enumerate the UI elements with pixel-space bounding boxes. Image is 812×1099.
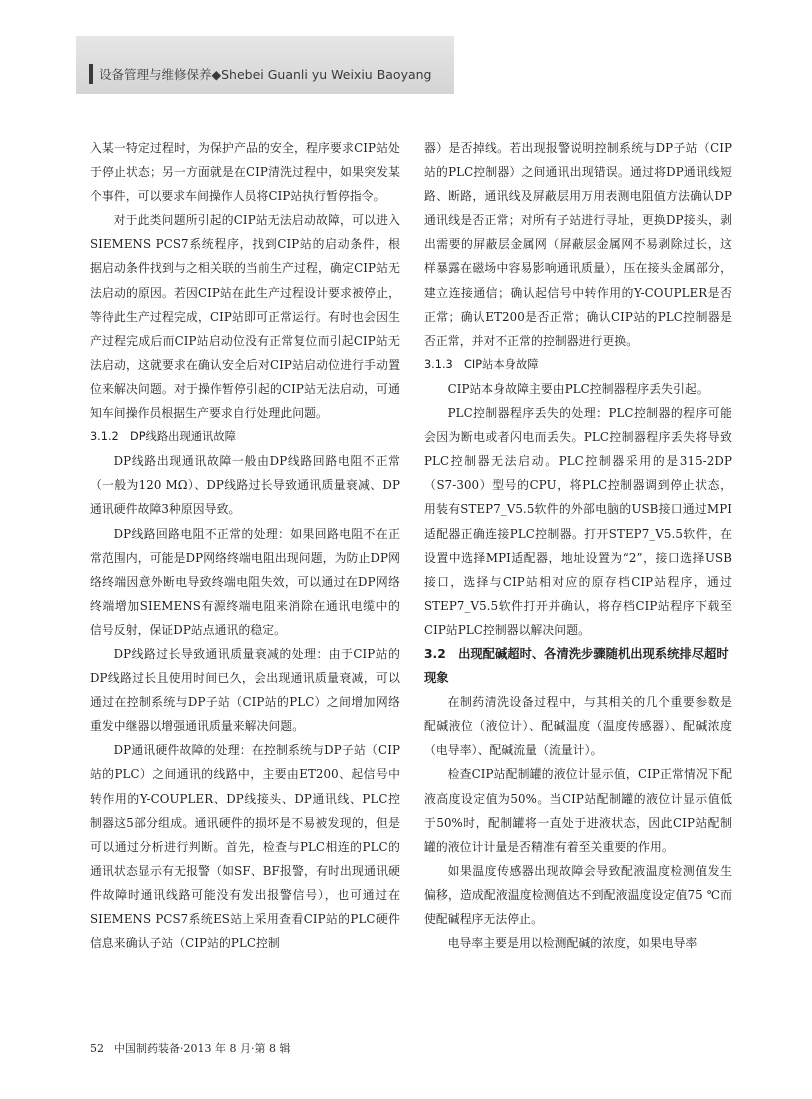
- left-column: [90, 136, 400, 955]
- page-footer: [90, 1040, 300, 1056]
- right-paragraph-1: 器）是否掉线。若出现报警说明控制系统与DP子站（CIP站的PLC控制器）之间通讯出现错误。通过将DP通讯线短路、断路，通讯线及屏蔽层用万用表测电阻值方法确认DP通讯线是否正常；对所有子站进行寻址，更换DP接头，剥出需要的屏蔽层金属网（屏蔽层金属网不易剥除过长，这样暴露在磁场中容易影响通讯质量），压在接头金属部分，建立连接通信；确认起信号中转作用的Y-COUPLER是否正常；确认ET200是否正常；确认CIP站的PLC控制器是否正常，并对不正常的控制器进行更换。: [424, 141, 732, 348]
- left-paragraph-2: 对于此类问题所引起的CIP站无法启动故障，可以进入SIEMENS PCS7系统程序，找到CIP站的启动条件，根据启动条件找到与之相关联的当前生产过程，确定CIP站无法启动的原因。若因CIP站在此生产过程设计要求被停止，等待此生产过程完成，CIP站即可正常运行。有时也会因生产过程完成后而CIP站启动位没有正常复位而引起CIP站无法启动，这就要求在确认安全后对CIP站启动位进行手动置位来解决问题。对于操作暂停引起的CIP站无法启动，可通知车间操作员根据生产要求自行处理此问题。: [90, 213, 400, 421]
- left-paragraph-1: 入某一特定过程时，为保护产品的安全，程序要求CIP站处于停止状态；另一方面就是在CIP清洗过程中，如果突发某个事件，可以要求车间操作人员将CIP站执行暂停指令。: [90, 141, 400, 204]
- section-heading-3-2: 3.2 出现配碱超时、各清洗步骤随机出现系统排尽超时现象: [424, 646, 729, 686]
- left-paragraph-5: DP线路过长导致通讯质量衰减的处理：由于CIP站的DP线路过长且使用时间已久，会出现通讯质量衰减，可以通过在控制系统与DP子站（CIP站的PLC）之间增加网络重发中继器以增强通讯质量来解决问题。: [90, 646, 400, 734]
- subsection-heading-3-1-2: 3.1.2 DP线路出现通讯故障: [90, 430, 236, 444]
- right-paragraph-4: 在制药清洗设备过程中，与其相关的几个重要参数是配碱液位（液位计）、配碱温度（温度传感器）、配碱浓度（电导率）、配碱流量（流量计）。: [424, 695, 732, 758]
- right-column: [424, 136, 732, 955]
- right-paragraph-6: 如果温度传感器出现故障会导致配液温度检测值发生偏移，造成配液温度检测值达不到配液温度设定值75 ℃而使配碱程序无法停止。: [424, 863, 732, 926]
- right-paragraph-5: 检查CIP站配制罐的液位计显示值，CIP正常情况下配液高度设定值为50%。当CIP站配制罐的液位计显示值低于50%时，配制罐将一直处于进液状态，因此CIP站配制罐的液位计计量是否精准有着至关重要的作用。: [424, 767, 732, 854]
- right-paragraph-2: CIP站本身故障主要由PLC控制器程序丢失引起。: [447, 381, 709, 396]
- running-header-title: 设备管理与维修保养◆Shebei Guanli yu Weixiu Baoyang: [99, 67, 432, 82]
- left-paragraph-4: DP线路回路电阻不正常的处理：如果回路电阻不在正常范围内，可能是DP网络终端电阻出现问题，为防止DP网络终端因意外断电导致终端电阻失效，可以通过在DP网络终端增加SIEMENS有源终端电阻来消除在通讯电缆中的信号反射，保证DP站点通讯的稳定。: [90, 526, 400, 637]
- left-paragraph-6: DP通讯硬件故障的处理：在控制系统与DP子站（CIP站的PLC）之间通讯的线路中，主要由ET200、起信号中转作用的Y-COUPLER、DP线接头、DP通讯线、PLC控制器这5部分组成。通讯硬件的损坏是不易被发现的，但是可以通过分析进行判断。首先，检查与PLC相连的PLC的通讯状态显示有无报警（如SF、BF报警，有时出现通讯硬件故障时通讯线路可能没有发出报警信号），也可通过在SIEMENS PCS7系统ES站上采用查看CIP站的PLC硬件信息来确认子站（CIP站的PLC控制: [90, 743, 400, 951]
- page-number: 52: [90, 1042, 104, 1055]
- journal-info: 中国制药装备·2013 年 8 月·第 8 辑: [114, 1042, 291, 1055]
- subsection-heading-3-1-3: 3.1.3 CIP站本身故障: [424, 357, 539, 371]
- running-header-marker: [89, 64, 93, 84]
- right-paragraph-3: PLC控制器程序丢失的处理：PLC控制器的程序可能会因为断电或者闪电而丢失。PLC控制器程序丢失将导致PLC控制器无法启动。PLC控制器采用的是315-2DP（S7-300）型号的CPU，将PLC控制器调到停止状态，用装有STEP7_V5.5软件的外部电脑的USB接口通过MPI适配器正确连接PLC控制器。打开STEP7_V5.5软件，在设置中选择MPI适配器，地址设置为“2”，接口选择USB接口，选择与CIP站相对应的原存档CIP站程序，通过STEP7_V5.5软件打开并确认，将存档CIP站程序下载至CIP站PLC控制器以解决问题。: [424, 406, 732, 637]
- right-paragraph-7: 电导率主要是用以检测配碱的浓度，如果电导率: [447, 936, 698, 951]
- left-paragraph-3: DP线路出现通讯故障一般由DP线路回路电阻不正常（一般为120 MΩ）、DP线路过长导致通讯质量衰减、DP通讯硬件故障3种原因导致。: [90, 454, 400, 517]
